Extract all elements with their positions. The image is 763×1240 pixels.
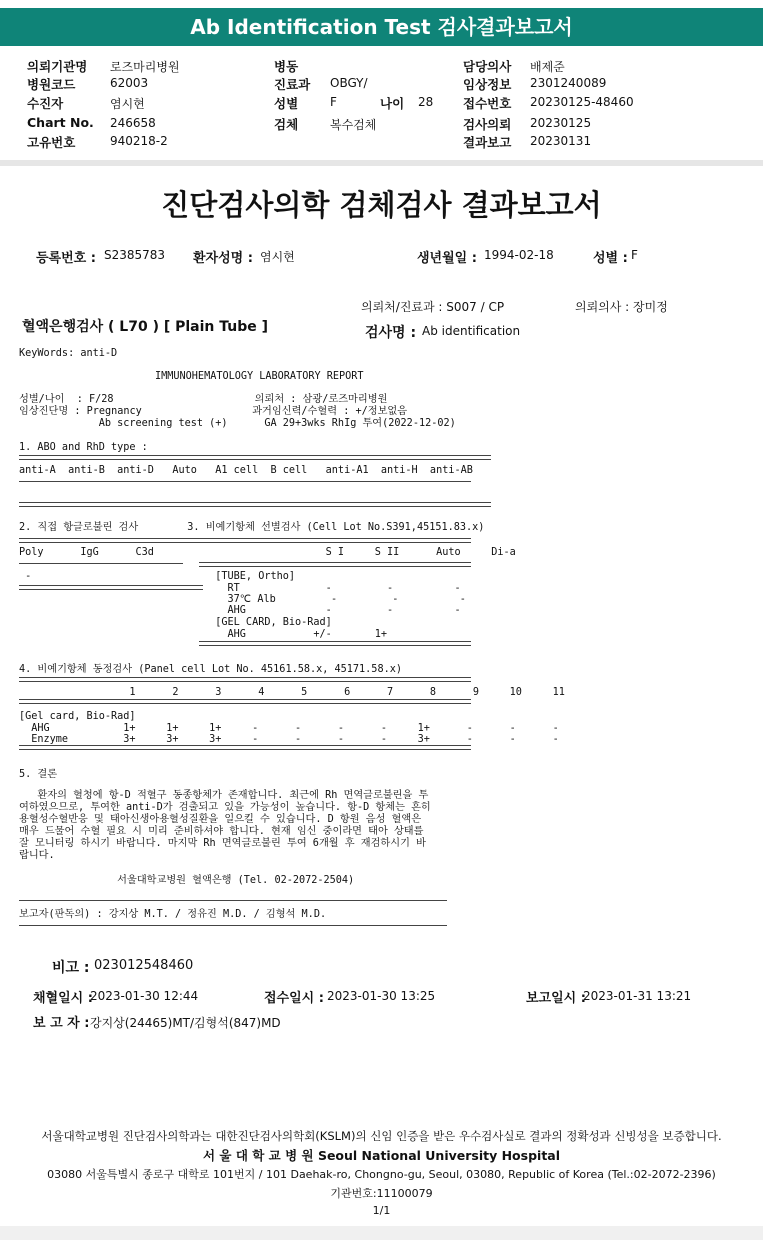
header-label: 검체 xyxy=(274,117,299,132)
report-line: [Gel card, Bio-Rad] xyxy=(19,711,136,722)
institution-code: 기관번호:11100079 xyxy=(330,1187,433,1200)
receive-label: 접수일시 : xyxy=(264,991,324,1006)
report-line: Enzyme 3+ 3+ 3+ - - - - 3+ - - - xyxy=(19,734,559,745)
double-rule xyxy=(199,538,471,543)
report-line: - [TUBE, Ortho] xyxy=(19,571,296,582)
report-line: KeyWords: anti-D xyxy=(19,348,118,359)
report-line: 2. 직접 항글로불린 검사 3. 비예기항체 선별검사 (Cell Lot No.S391,45151.83.x) xyxy=(19,522,485,533)
report-banner: Ab Identification Test 검사결과보고서 xyxy=(0,8,763,46)
header-value: F xyxy=(330,95,337,109)
note-label: 비고 : xyxy=(52,960,90,976)
reporter-label: 보 고 자 : xyxy=(33,1016,90,1031)
header-label: 의뢰기관명 xyxy=(27,59,88,74)
header-label: 성별 xyxy=(274,96,299,111)
header-label: 검사의뢰 xyxy=(463,117,512,132)
double-rule xyxy=(199,641,471,646)
sex-label: 성별 : xyxy=(593,251,628,266)
exam-category: 혈액은행검사 ( L70 ) [ Plain Tube ] xyxy=(22,319,269,335)
header-value: 246658 xyxy=(110,116,156,130)
hospital-name: 서 울 대 학 교 병 원 Seoul National University Hospital xyxy=(202,1148,561,1163)
exam-label: 검사명 : xyxy=(365,325,417,341)
receive-value: 2023-01-30 13:25 xyxy=(327,989,436,1003)
double-rule xyxy=(19,677,471,682)
reg-label: 등록번호 : xyxy=(36,251,96,266)
header-label: 접수번호 xyxy=(463,96,512,111)
bottom-bar xyxy=(0,1226,763,1240)
header-value: 2301240089 xyxy=(530,76,607,90)
header-value: 20230125-48460 xyxy=(530,95,634,109)
report-line: [GEL CARD, Bio-Rad] xyxy=(19,617,332,628)
single-rule xyxy=(19,563,183,564)
reg-value: S2385783 xyxy=(104,248,166,262)
header-label: 병원코드 xyxy=(27,77,76,92)
report-line: 임상진단명 : Pregnancy 과거임신력/수혈력 : +/정보없음 xyxy=(19,406,408,417)
report-line: AHG 1+ 1+ 1+ - - - - 1+ - - - xyxy=(19,723,559,734)
report-line: 서울대학교병원 혈액은행 (Tel. 02-2072-2504) xyxy=(19,875,355,886)
report-line: Ab screening test (+) GA 29+3wks RhIg 투여(2022-12-02) xyxy=(19,418,456,429)
header-value: 28 xyxy=(418,95,434,109)
single-rule xyxy=(19,925,447,926)
header-label: 진료과 xyxy=(274,77,311,92)
header-value: 배제준 xyxy=(530,60,565,74)
double-rule xyxy=(19,585,203,590)
double-rule xyxy=(19,745,471,750)
report-line: AHG - - - xyxy=(19,605,461,616)
exam-value: Ab identification xyxy=(422,324,521,338)
header-label: 병동 xyxy=(274,59,299,74)
header-value: 로즈마리병원 xyxy=(110,60,180,74)
birth-label: 생년월일 : xyxy=(417,251,477,266)
section-divider xyxy=(0,160,763,166)
double-rule xyxy=(199,562,471,567)
sex-value: F xyxy=(631,248,638,262)
patient-label: 환자성명 : xyxy=(193,251,253,266)
reporter-value: 강지상(24465)MT/김형석(847)MD xyxy=(90,1016,281,1030)
header-value: 염시현 xyxy=(110,97,145,111)
birth-value: 1994-02-18 xyxy=(484,248,554,262)
patient-value: 염시현 xyxy=(260,250,295,264)
note-value: 023012548460 xyxy=(94,958,194,973)
hospital-address: 03080 서울특별시 종로구 대학로 101번지 / 101 Daehak-ro, Chongno-gu, Seoul, 03080, Republic of Korea (Tel.:02-2072-2396) xyxy=(47,1168,716,1181)
header-value: OBGY/ xyxy=(330,76,368,90)
report-title: 진단검사의학 검체검사 결과보고서 xyxy=(161,188,602,222)
header-value: 복수검체 xyxy=(330,118,377,132)
report-line: 환자의 혈청에 항-D 적혈구 동종항체가 존재합니다. 최근에 Rh 면역글로불린을 투 xyxy=(19,790,429,801)
single-rule xyxy=(19,900,447,901)
header-value: 940218-2 xyxy=(110,134,168,148)
report-line: IMMUNOHEMATOLOGY LABORATORY REPORT xyxy=(155,371,364,382)
header-label: 임상정보 xyxy=(463,77,512,92)
single-rule xyxy=(19,481,471,482)
report-date-value: 2023-01-31 13:21 xyxy=(583,989,692,1003)
doctor-text: 의뢰의사 : 장미정 xyxy=(575,300,668,314)
header-value: 62003 xyxy=(110,76,149,90)
report-line: 매우 드물어 수혈 필요 시 미리 준비하셔야 합니다. 현재 임신 중이라면 태아 상태를 xyxy=(19,826,424,837)
report-line: 용혈성수혈반응 및 태아신생아용혈성질환을 일으킬 수 있습니다. D 항원 음성 혈액은 xyxy=(19,814,422,825)
header-label: 수진자 xyxy=(27,96,64,111)
report-line: 잘 모니터링 하시기 바랍니다. 마지막 Rh 면역글로불린 투여 6개월 후 재검하시기 바 xyxy=(19,838,426,849)
report-line: 1 2 3 4 5 6 7 8 9 10 11 xyxy=(19,687,565,698)
page-number: 1/1 xyxy=(372,1204,391,1217)
dept-text: 의뢰처/진료과 : S007 / CP xyxy=(361,300,505,314)
report-line: anti-A anti-B anti-D Auto A1 cell B cell anti-A1 anti-H anti-AB xyxy=(19,465,473,476)
collect-value: 2023-01-30 12:44 xyxy=(90,989,199,1003)
header-value: 20230125 xyxy=(530,116,592,130)
report-line: 5. 결론 xyxy=(19,769,58,780)
report-line: Poly IgG C3d S I S II Auto Di-a xyxy=(19,547,516,558)
header-label: Chart No. xyxy=(27,115,94,130)
report-line: 4. 비예기항체 동정검사 (Panel cell Lot No. 45161.58.x, 45171.58.x) xyxy=(19,664,402,675)
header-label: 고유번호 xyxy=(27,135,76,150)
header-label: 담당의사 xyxy=(463,59,512,74)
header-label: 결과보고 xyxy=(463,135,512,150)
double-rule xyxy=(19,699,471,704)
report-line: 37℃ Alb - - - xyxy=(19,594,466,605)
double-rule xyxy=(19,455,491,460)
report-line: 랍니다. xyxy=(19,850,55,861)
certification-text: 서울대학교병원 진단검사의학과는 대한진단검사의학회(KSLM)의 신임 인증을 받은 우수검사실로 결과의 정확성과 신빙성을 보증합니다. xyxy=(41,1129,722,1143)
report-line: 보고자(판독의) : 강지상 M.T. / 정유진 M.D. / 김형석 M.D. xyxy=(19,909,327,920)
report-date-label: 보고일시 : xyxy=(526,991,586,1006)
report-line: 1. ABO and RhD type : xyxy=(19,442,148,453)
header-value: 20230131 xyxy=(530,134,592,148)
header-label: 나이 xyxy=(380,96,405,111)
double-rule xyxy=(19,538,203,543)
report-line: 성별/나이 : F/28 의뢰처 : 삼광/로즈마리병원 xyxy=(19,394,388,405)
collect-label: 채혈일시 : xyxy=(33,991,93,1006)
report-line: 여하였으므로, 투여한 anti-D가 검출되고 있을 가능성이 높습니다. 항-D 항체는 흔히 xyxy=(19,802,431,813)
report-line: AHG +/- 1+ xyxy=(19,629,388,640)
report-line: RT - - - xyxy=(19,583,461,594)
double-rule xyxy=(19,502,491,507)
